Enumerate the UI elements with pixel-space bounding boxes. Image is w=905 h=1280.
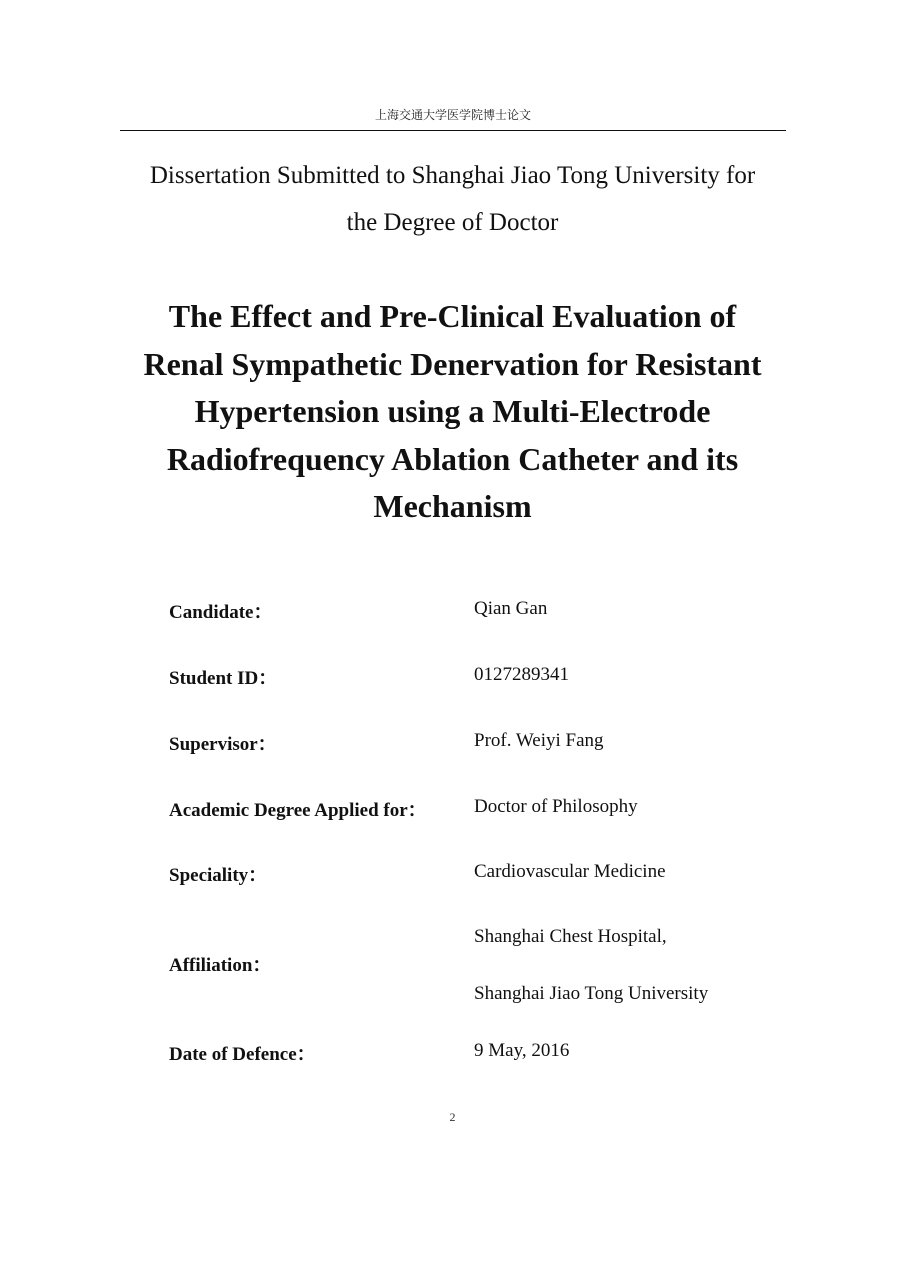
title-line-3: Hypertension using a Multi-Electrode [194,393,711,429]
dissertation-title [110,293,795,531]
submission-line-2: the Degree of Doctor [346,209,559,236]
submission-line-1: Dissertation Submitted to Shanghai Jiao Tong University for [149,162,756,189]
defence-date-value: 9 May, 2016 [474,1040,570,1061]
affiliation-label: Affiliation： [169,955,272,976]
submission-statement [100,152,805,246]
title-line-5: Mechanism [373,488,532,524]
title-line-4: Radiofrequency Ablation Catheter and its [166,440,739,477]
candidate-value: Qian Gan [474,598,548,619]
student-id-value: 0127289341 [474,664,569,685]
title-line-2: Renal Sympathetic Denervation for Resistant [143,345,762,382]
running-header: 上海交通大学医学院博士论文 [374,108,531,122]
title-line-1: The Effect and Pre-Clinical Evaluation of [168,298,737,334]
candidate-label: Candidate： [169,602,273,623]
degree-label: Academic Degree Applied for： [169,800,427,821]
page-number: 2 [449,1110,456,1124]
degree-value: Doctor of Philosophy [474,796,638,817]
speciality-value: Cardiovascular Medicine [474,861,666,882]
supervisor-label: Supervisor： [169,734,277,755]
speciality-label: Speciality： [169,865,268,886]
affiliation-value-line-2: Shanghai Jiao Tong University [474,983,709,1004]
header-rule [120,130,786,131]
defence-date-label: Date of Defence： [169,1044,316,1065]
supervisor-value: Prof. Weiyi Fang [474,730,604,751]
affiliation-value-line-1: Shanghai Chest Hospital, [474,926,667,947]
student-id-label: Student ID： [169,668,278,689]
